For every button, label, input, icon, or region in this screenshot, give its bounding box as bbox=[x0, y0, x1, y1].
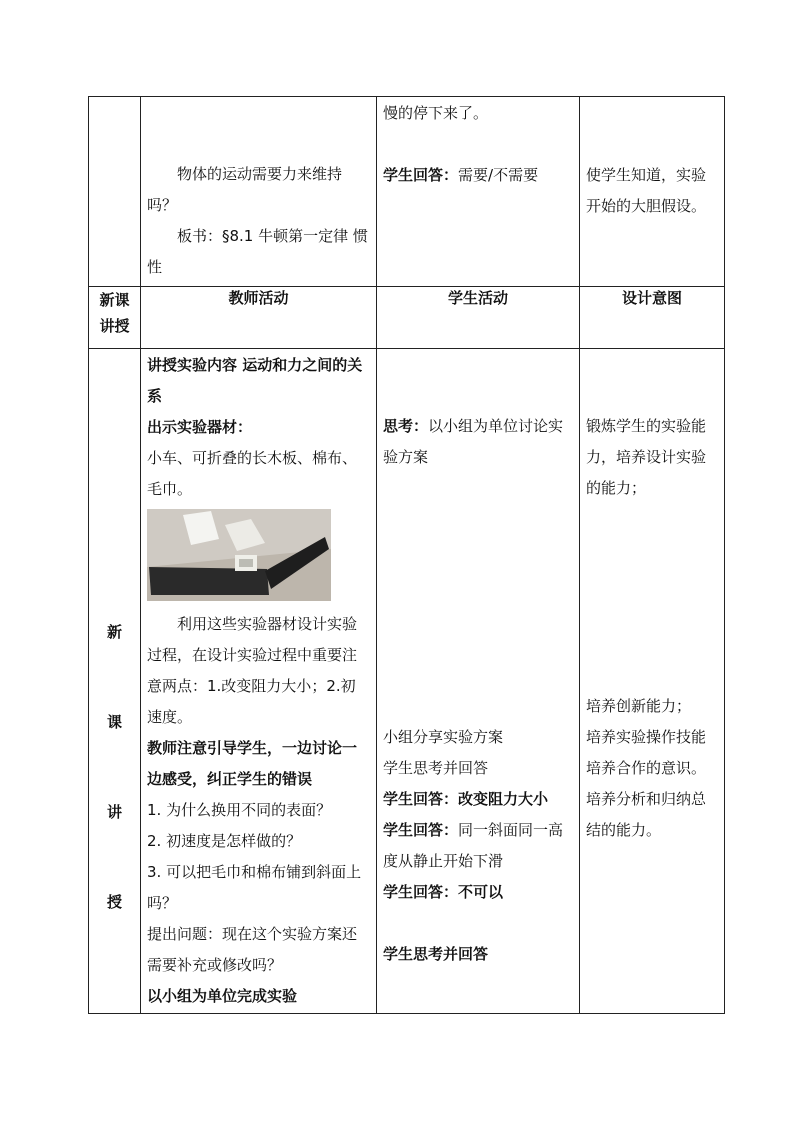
section-char-1: 新 bbox=[106, 623, 122, 641]
student-answer: 学生回答：需要/不需要 bbox=[383, 166, 539, 184]
lesson-plan-table bbox=[88, 96, 725, 1014]
student-answer-1: 学生回答：改变阻力大小 bbox=[383, 790, 549, 808]
raise-question: 提出问题：现在这个实验方案还需要补充或修改吗？ bbox=[147, 925, 358, 974]
section-header: 新课讲授 bbox=[89, 287, 141, 349]
section-char-3: 讲 bbox=[106, 803, 122, 821]
design-intent-text: 使学生知道，实验开始的大胆假设。 bbox=[586, 166, 707, 215]
header-row bbox=[89, 287, 725, 349]
design-intent-cell bbox=[580, 97, 725, 287]
equipment-list: 小车、可折叠的长木板、棉布、毛巾。 bbox=[147, 449, 358, 498]
group-experiment: 以小组为单位完成实验 bbox=[147, 987, 298, 1005]
new-lesson-row bbox=[89, 349, 725, 1014]
section-cell-empty bbox=[89, 97, 141, 287]
student-think: 思考：以小组为单位讨论实验方案 bbox=[383, 417, 564, 466]
student-answer-2: 学生回答：同一斜面同一高度从静止开始下滑 bbox=[383, 821, 564, 870]
student-column-header: 学生活动 bbox=[377, 287, 580, 349]
section-char-4: 授 bbox=[106, 893, 122, 911]
design-intent-cell bbox=[580, 349, 725, 1014]
equipment-photo bbox=[147, 509, 331, 601]
blackboard-title: 板书：§8.1 牛顿第一定律 惯性 bbox=[147, 227, 368, 276]
student-final: 学生思考并回答 bbox=[383, 945, 489, 963]
student-activity-cell bbox=[377, 97, 580, 287]
design-column-header: 设计意图 bbox=[580, 287, 725, 349]
lesson-title: 讲授实验内容 运动和力之间的关系 bbox=[147, 356, 363, 405]
teacher-activity-cell bbox=[141, 349, 377, 1014]
section-char-2: 课 bbox=[106, 713, 122, 731]
design-analysis: 培养分析和归纳总结的能力。 bbox=[586, 790, 707, 839]
teacher-question: 物体的运动需要力来维持吗？ bbox=[147, 165, 343, 214]
group-share: 小组分享实验方案 bbox=[383, 728, 504, 746]
design-paragraph: 利用这些实验器材设计实验过程，在设计实验过程中重要注意两点：1.改变阻力大小；2.初速度。 bbox=[147, 615, 358, 726]
equipment-label: 出示实验器材： bbox=[147, 418, 253, 436]
student-think-answer: 学生思考并回答 bbox=[383, 759, 489, 777]
question-1: 1. 为什么换用不同的表面？ bbox=[147, 801, 332, 819]
question-2: 2. 初速度是怎样做的？ bbox=[147, 832, 302, 850]
student-answer-3: 学生回答：不可以 bbox=[383, 883, 504, 901]
design-cooperation: 培养合作的意识。 bbox=[586, 759, 707, 777]
teacher-activity-cell bbox=[141, 97, 377, 287]
design-innovation: 培养创新能力； bbox=[586, 697, 692, 715]
section-label-vertical bbox=[89, 349, 141, 1014]
teacher-guidance: 教师注意引导学生，一边讨论一边感受，纠正学生的错误 bbox=[147, 739, 358, 788]
continuation-row bbox=[89, 97, 725, 287]
teacher-column-header: 教师活动 bbox=[141, 287, 377, 349]
design-ability: 锻炼学生的实验能力，培养设计实验的能力； bbox=[586, 417, 707, 497]
student-activity-cell bbox=[377, 349, 580, 1014]
design-operation: 培养实验操作技能 bbox=[586, 728, 707, 746]
equipment-photo-drawing bbox=[147, 509, 331, 601]
student-continuation-text: 慢的停下来了。 bbox=[383, 104, 489, 122]
question-3: 3. 可以把毛巾和棉布铺到斜面上吗？ bbox=[147, 863, 362, 912]
